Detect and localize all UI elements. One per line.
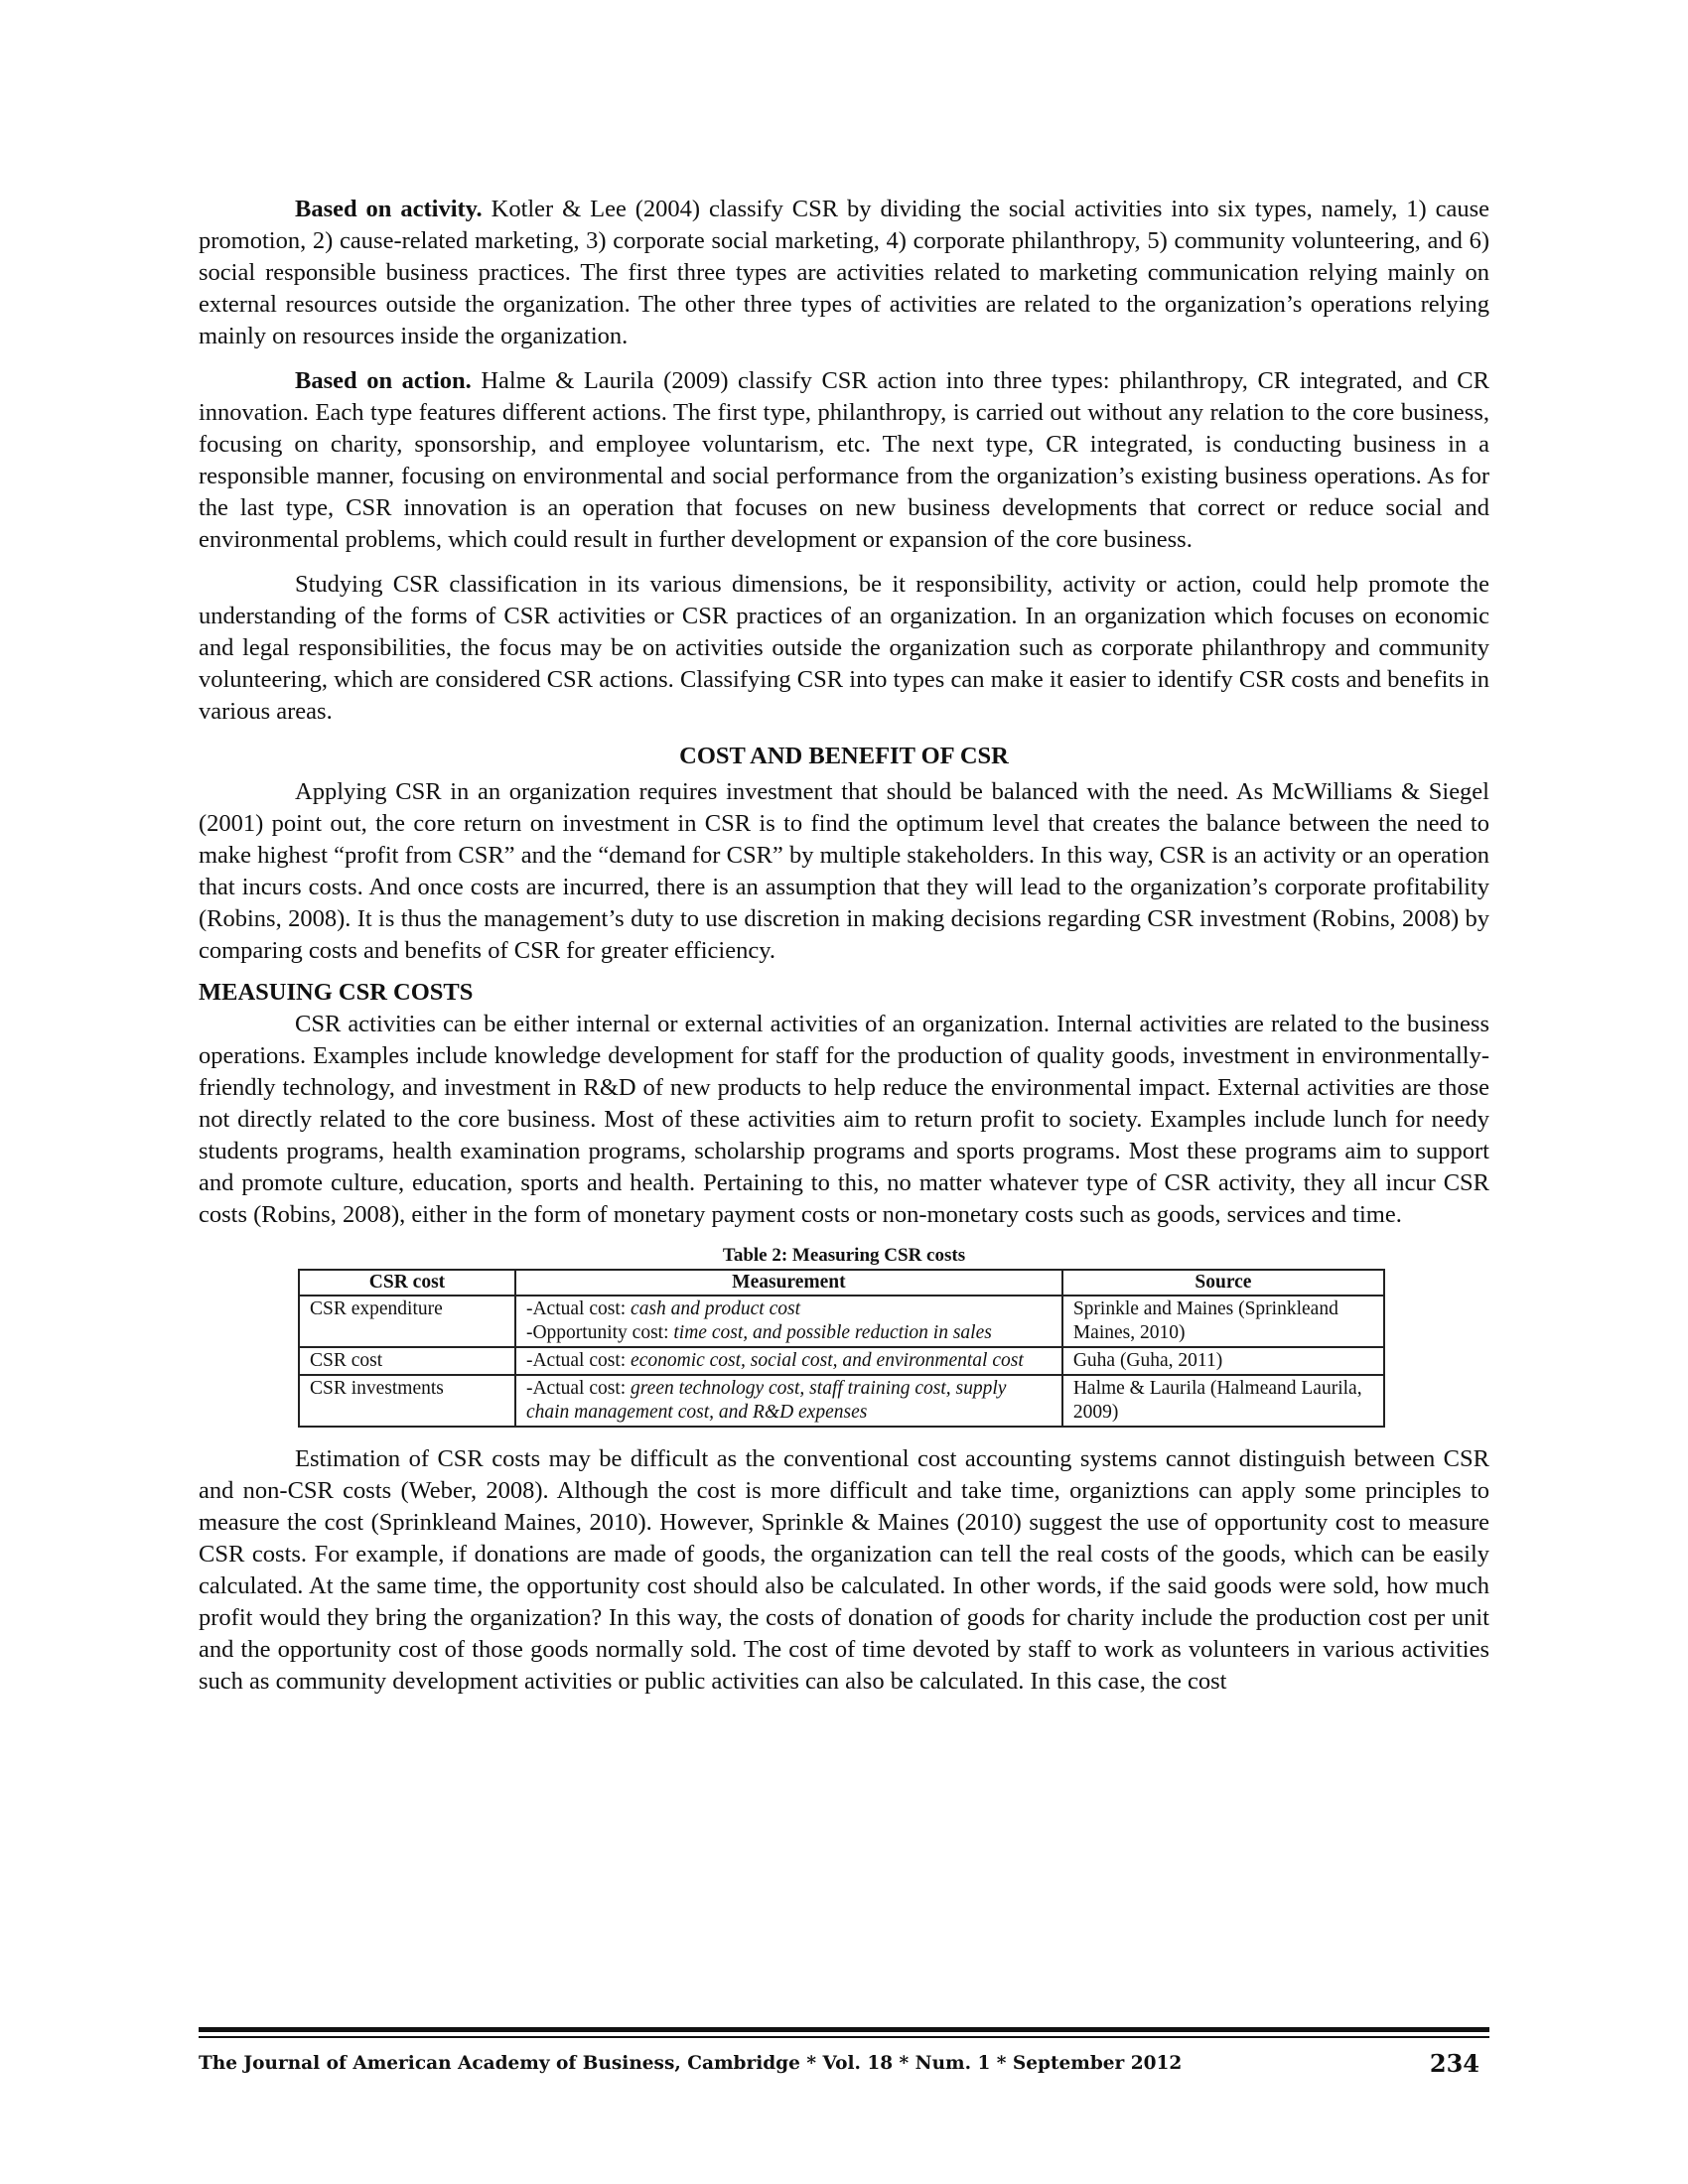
table-cell-measurement: -Actual cost: green technology cost, staff training cost, supply chain management cost, and R&D expenses bbox=[515, 1375, 1062, 1427]
column-header: Measurement bbox=[515, 1270, 1062, 1296]
column-header: Source bbox=[1062, 1270, 1384, 1296]
table-cell-cost: CSR investments bbox=[299, 1375, 515, 1427]
paragraph-body: Halme & Laurila (2009) classify CSR action into three types: philanthropy, CR integrated, and CR innovation. Each type features different actions. The first type, philanthropy, is carried out without any relation to the core business, focusing on charity, sponsorship, and employee voluntarism, etc. The next type, CR integrated, is conducting business in a responsible manner, focusing on environmental and social performance from the organization’s existing business operations. As for the last type, CSR innovation is an operation that focuses on new business developments that correct or reduce social and environmental problems, which could result in further development or expansion of the core business. bbox=[199, 367, 1489, 553]
page-number: 234 bbox=[1429, 2049, 1479, 2078]
table-row bbox=[299, 1347, 1384, 1375]
page-footer bbox=[199, 2049, 1489, 2078]
table-header-row bbox=[299, 1270, 1384, 1296]
table-cell-source: Sprinkle and Maines (Sprinkleand Maines, 2010) bbox=[1062, 1296, 1384, 1347]
page-content bbox=[199, 194, 1489, 1698]
table-row bbox=[299, 1375, 1384, 1427]
paragraph-based-on-activity bbox=[199, 194, 1489, 352]
table-caption: Table 2: Measuring CSR costs bbox=[722, 1245, 966, 1266]
footer-rule-thick bbox=[199, 2027, 1489, 2032]
table-cell-source: Halme & Laurila (Halmeand Laurila, 2009) bbox=[1062, 1375, 1384, 1427]
table-cell-source: Guha (Guha, 2011) bbox=[1062, 1347, 1384, 1375]
run-in-heading-action: Based on action. bbox=[295, 367, 472, 394]
paragraph-studying-csr: Studying CSR classification in its various dimensions, be it responsibility, activity or action, could help promote the understanding of the forms of CSR activities or CSR practices of an organization. In an organization which focuses on economic and legal responsibilities, the focus may be on activities outside the organization such as corporate philanthropy and community volunteering, which are considered CSR actions. Classifying CSR into types can make it easier to identify CSR costs and benefits in various areas. bbox=[199, 571, 1489, 725]
paragraph-body: Kotler & Lee (2004) classify CSR by dividing the social activities into six types, namely, 1) cause promotion, 2) cause-related marketing, 3) corporate social marketing, 4) corporate philanthropy, 5) community volunteering, and 6) social responsible business practices. The first three types are activities related to marketing communication relying mainly on external resources outside the organization. The other three types of activities are related to the organization’s operations relying mainly on resources inside the organization. bbox=[199, 196, 1489, 349]
footer-rule-thin bbox=[199, 2036, 1489, 2038]
table-cell-cost: CSR cost bbox=[299, 1347, 515, 1375]
csr-costs-table bbox=[298, 1269, 1385, 1428]
table-cell-measurement: -Actual cost: economic cost, social cost, and environmental cost bbox=[515, 1347, 1062, 1375]
table-row bbox=[299, 1296, 1384, 1347]
paragraph-based-on-action bbox=[199, 365, 1489, 556]
section-heading-cost-benefit: COST AND BENEFIT OF CSR bbox=[679, 743, 1009, 769]
column-header: CSR cost bbox=[299, 1270, 515, 1296]
journal-citation: The Journal of American Academy of Business, Cambridge * Vol. 18 * Num. 1 * September 2012 bbox=[199, 2053, 1183, 2074]
table-cell-measurement: -Actual cost: cash and product cost -Opportunity cost: time cost, and possible reduction in sales bbox=[515, 1296, 1062, 1347]
run-in-heading-activity: Based on activity. bbox=[295, 196, 483, 222]
section-heading-measuring-costs: MEASUING CSR COSTS bbox=[199, 979, 474, 1006]
paragraph-applying-csr: Applying CSR in an organization requires investment that should be balanced with the need. As McWilliams & Siegel (2001) point out, the core return on investment in CSR is to find the optimum level that creates the balance between the need to make highest “profit from CSR” and the “demand for CSR” by multiple stakeholders. In this way, CSR is an activity or an operation that incurs costs. And once costs are incurred, there is an assumption that they will lead to the organization’s corporate profitability (Robins, 2008). It is thus the management’s duty to use discretion in making decisions regarding CSR investment (Robins, 2008) by comparing costs and benefits of CSR for greater efficiency. bbox=[199, 778, 1489, 964]
table-cell-cost: CSR expenditure bbox=[299, 1296, 515, 1347]
paragraph-internal-external: CSR activities can be either internal or external activities of an organization. Internal activities are related to the business operations. Examples include knowledge development for staff for the production of quality goods, investment in environmentally-friendly technology, and investment in R&D of new products to help reduce the environmental impact. External activities are those not directly related to the core business. Most of these activities aim to return profit to society. Examples include lunch for needy students programs, health examination programs, scholarship programs and sports programs. Most these programs aim to support and promote culture, education, sports and health. Pertaining to this, no matter whatever type of CSR activity, they all incur CSR costs (Robins, 2008), either in the form of monetary payment costs or non-monetary costs such as goods, services and time. bbox=[199, 1011, 1489, 1228]
paragraph-estimation: Estimation of CSR costs may be difficult as the conventional cost accounting systems cannot distinguish between CSR and non-CSR costs (Weber, 2008). Although the cost is more difficult and take time, organiztions can apply some principles to measure the cost (Sprinkleand Maines, 2010). However, Sprinkle & Maines (2010) suggest the use of opportunity cost to measure CSR costs. For example, if donations are made of goods, the organization can tell the real costs of the goods, which can be easily calculated. At the same time, the opportunity cost should also be calculated. In other words, if the said goods were sold, how much profit would they bring the organization? In this way, the costs of donation of goods for charity include the production cost per unit and the opportunity cost of those goods normally sold. The cost of time devoted by staff to work as volunteers in various activities such as community development activities or public activities can also be calculated. In this case, the cost bbox=[199, 1445, 1489, 1695]
